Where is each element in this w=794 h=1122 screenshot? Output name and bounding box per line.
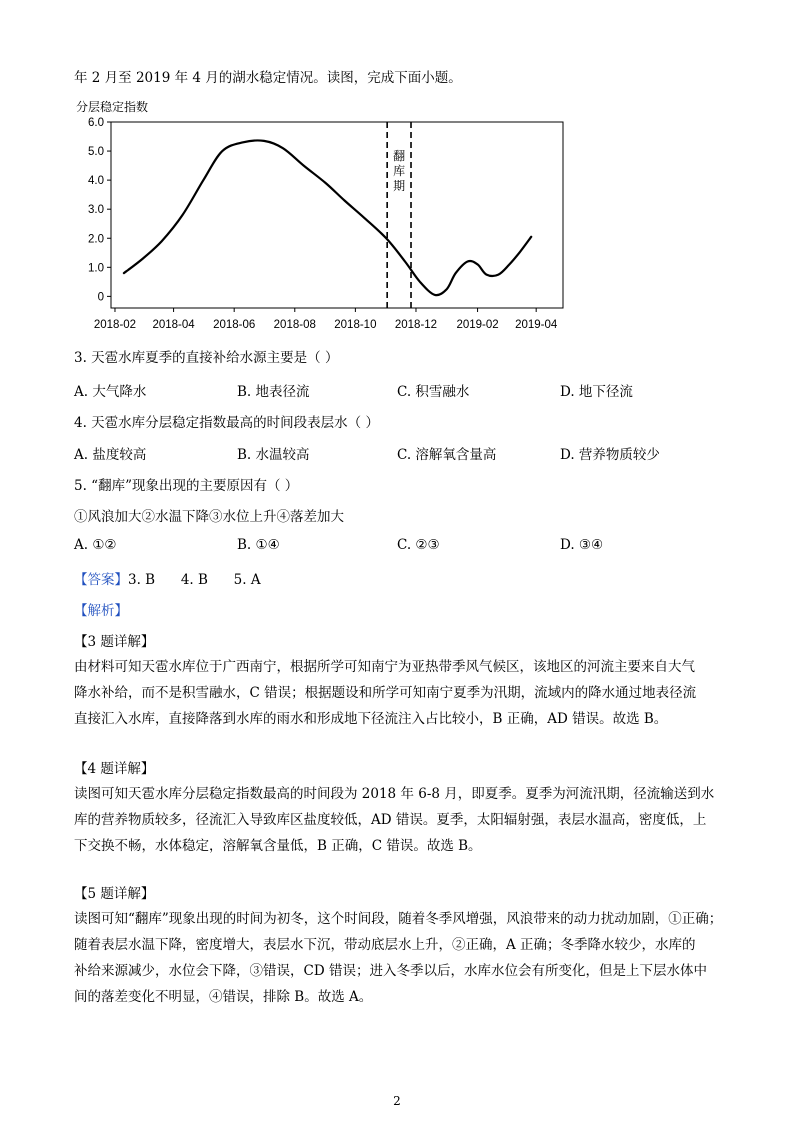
answer-label: 【答案】: [74, 572, 128, 588]
detail-3-line: 由材料可知天雹水库位于广西南宁，根据所学可知南宁为亚热带季风气候区，该地区的河流主要来自大气: [74, 659, 695, 675]
y-tick-label: 3.0: [88, 204, 104, 217]
detail-5-line: 补给来源减少，水位会下降，③错误，CD 错误；进入冬季以后，水库水位会有所变化，但是上下层水体中: [74, 963, 707, 979]
question-3-stem: 3. 天雹水库夏季的直接补给水源主要是（ ）: [74, 350, 339, 366]
detail-5-body: [74, 906, 734, 1010]
q3-option-d[interactable]: D. 地下径流: [560, 384, 633, 400]
chart: [74, 96, 584, 336]
page-number: 2: [393, 1094, 401, 1108]
question-4-stem: 4. 天雹水库分层稳定指数最高的时间段表层水（ ）: [74, 415, 379, 431]
y-tick-label: 1.0: [88, 262, 104, 275]
q3-option-c[interactable]: C. 积雪融水: [397, 384, 470, 400]
y-tick-label: 5.0: [88, 146, 104, 159]
q4-option-d[interactable]: D. 营养物质较少: [560, 447, 660, 463]
detail-5-line: 间的落差变化不明显，④错误，排除 B。故选 A。: [74, 989, 373, 1005]
x-tick-label: 2018-06: [213, 319, 256, 331]
stability-index-chart: [74, 96, 584, 336]
q5-option-b[interactable]: B. ①④: [237, 537, 280, 553]
detail-5-heading: 【5 题详解】: [74, 886, 155, 902]
analysis-label: 【解析】: [74, 603, 128, 619]
band-label: 翻库期: [393, 149, 406, 193]
q3-option-b[interactable]: B. 地表径流: [237, 384, 310, 400]
detail-5-line: 随着表层水温下降，密度增大，表层水下沉，带动底层水上升，②正确，A 正确；冬季降水较少，水库的: [74, 937, 696, 953]
y-tick-label: 0: [97, 291, 104, 304]
x-tick-label: 2018-04: [152, 319, 195, 331]
q4-option-b[interactable]: B. 水温较高: [237, 447, 310, 463]
answer-line: [74, 568, 261, 588]
y-tick-label: 4.0: [88, 175, 104, 188]
detail-4-body: [74, 781, 734, 859]
detail-4-line: 库的营养物质较多，径流汇入导致库区盐度较低，AD 错误。夏季，太阳辐射强，表层水温高，密度低，上: [74, 812, 707, 828]
question-5-stem: 5. “翻库”现象出现的主要原因有（ ）: [74, 478, 299, 494]
x-tick-label: 2019-04: [515, 319, 558, 331]
x-tick-label: 2018-08: [273, 319, 316, 331]
question-4-options: [74, 443, 734, 463]
intro-text: 年 2 月至 2019 年 4 月的湖水稳定情况。读图，完成下面小题。: [74, 70, 462, 86]
detail-3-body: [74, 654, 734, 732]
detail-3-line: 降水补给，而不是积雪融水，C 错误；根据题设和所学可知南宁夏季为汛期，流域内的降水通过地表径流: [74, 685, 697, 701]
detail-4-line: 下交换不畅，水体稳定，溶解氧含量低，B 正确，C 错误。故选 B。: [74, 838, 482, 854]
detail-4-heading: 【4 题详解】: [74, 761, 155, 777]
q3-option-a[interactable]: A. 大气降水: [74, 384, 147, 400]
y-tick-label: 6.0: [88, 117, 104, 129]
detail-3-heading: 【3 题详解】: [74, 634, 155, 650]
y-tick-label: 2.0: [88, 233, 104, 246]
series-line: [124, 140, 531, 295]
x-tick-label: 2019-02: [456, 319, 499, 331]
question-5-options: [74, 537, 734, 557]
y-axis-label: 分层稳定指数: [76, 100, 149, 114]
question-3-options: [74, 380, 734, 400]
detail-3-line: 直接汇入水库，直接降落到水库的雨水和形成地下径流注入占比较小，B 正确，AD 错误。故选 B。: [74, 711, 668, 727]
q4-option-a[interactable]: A. 盐度较高: [74, 447, 147, 463]
q5-option-d[interactable]: D. ③④: [560, 537, 604, 553]
x-tick-label: 2018-10: [334, 319, 377, 331]
question-5-statements: ①风浪加大②水温下降③水位上升④落差加大: [74, 509, 344, 525]
answer-text: 3. B 4. B 5. A: [128, 572, 261, 588]
x-tick-label: 2018-02: [93, 319, 137, 331]
q4-option-c[interactable]: C. 溶解氧含量高: [397, 447, 497, 463]
q5-option-c[interactable]: C. ②③: [397, 537, 440, 553]
detail-4-line: 读图可知天雹水库分层稳定指数最高的时间段为 2018 年 6-8 月，即夏季。夏季为河流汛期，径流输送到水: [74, 786, 715, 802]
plot-frame: [111, 122, 563, 308]
x-tick-label: 2018-12: [394, 319, 438, 331]
q5-option-a[interactable]: A. ①②: [74, 537, 117, 553]
detail-5-line: 读图可知“翻库”现象出现的时间为初冬，这个时间段，随着冬季风增强，风浪带来的动力扰动加剧，①正确；: [74, 911, 723, 927]
